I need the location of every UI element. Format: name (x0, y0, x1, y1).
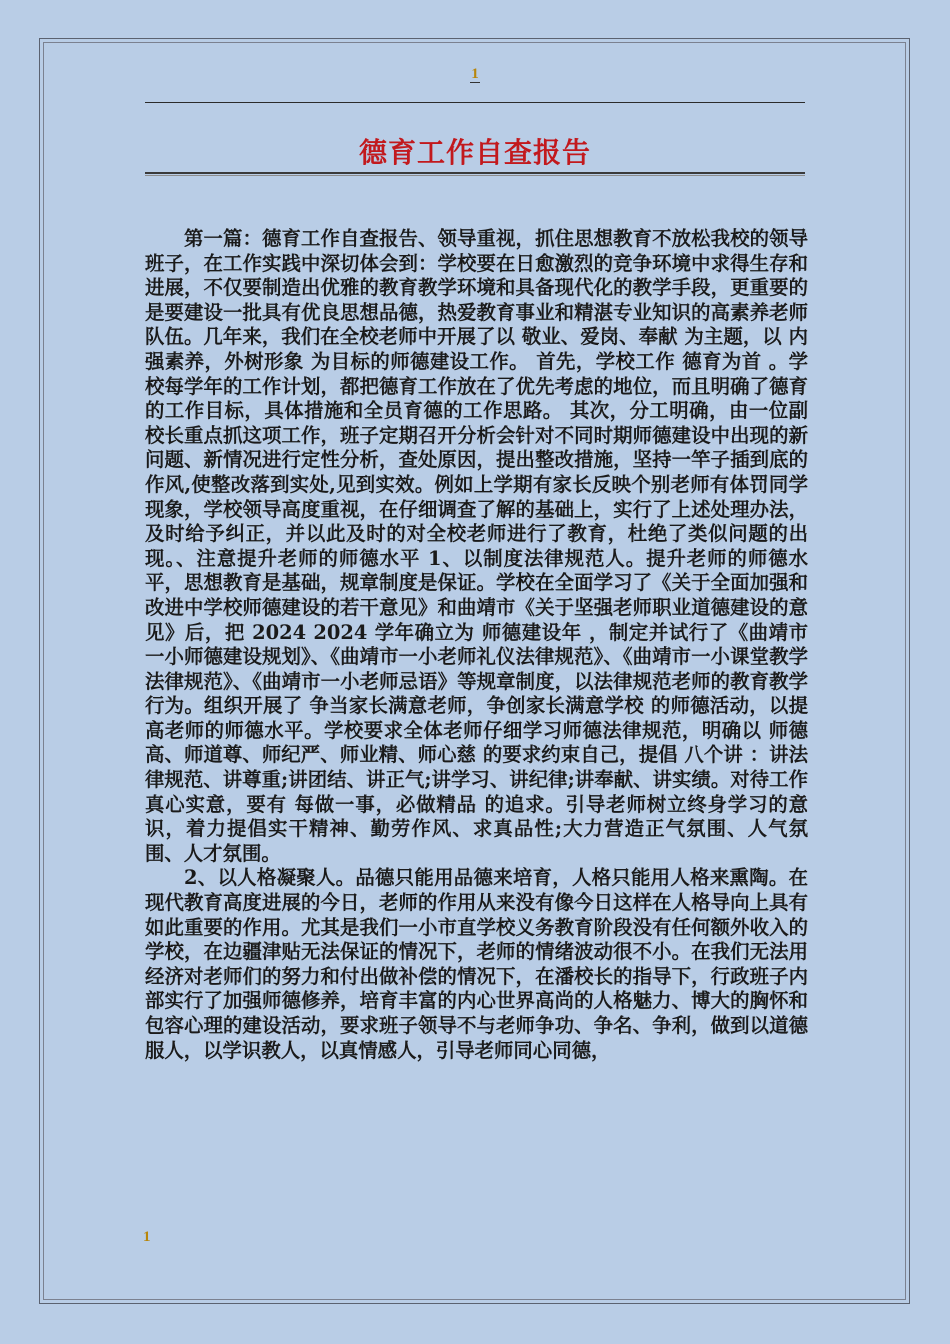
body-paragraph: 第一篇：德育工作自查报告、领导重视，抓住思想教育不放松我校的领导班子，在工作实践中深切体会到：学校要在日愈激烈的竞争环境中求得生存和进展，不仅要制造出优雅的教育教学环境和具备现代化的教学手段，更重要的是要建设一批具有优良思想品德，热爱教育事业和精湛专业知识的高素养老师队伍。几年来，我们在全校老师中开展了以 敬业、爱岗、奉献 为主题，以 内强素养，外树形象 为目标的师德建设工作。 首先，学校工作 德育为首 。学校每学年的工作计划，都把德育工作放在了优先考虑的地位，而且明确了德育的工作目标，具体措施和全员育德的工作思路。 其次，分工明确，由一位副校长重点抓这项工作，班子定期召开分析会针对不同时期师德建设中出现的新问题、新情况进行定性分析，查处原因，提出整改措施，坚持一竿子插到底的作风,使整改落到实处,见到实效。例如上学期有家长反映个别老师有体罚同学现象，学校领导高度重视，在仔细调查了解的基础上，实行了上述处理办法，及时给予纠正，并以此及时的对全校老师进行了教育，杜绝了类似问题的出现。、注意提升老师的师德水平 1、以制度法律规范人。提升老师的师德水平，思想教育是基础，规章制度是保证。学校在全面学习了《关于全面加强和改进中学校师德建设的若干意见》和曲靖市《关于坚强老师职业道德建设的意见》后，把 2024 2024 学年确立为 师德建设年 ，制定并试行了《曲靖市一小师德建设规划》、《曲靖市一小老师礼仪法律规范》、《曲靖市一小课堂教学法律规范》、《曲靖市一小老师忌语》等规章制度，以法律规范老师的教育教学行为。组织开展了 争当家长满意老师，争创家长满意学校 的师德活动，以提高老师的师德水平。学校要求全体老师仔细学习师德法律规范，明确以 师德高、师道尊、师纪严、师业精、师心慈 的要求约束自己，提倡 八个讲 ：讲法律规范、讲尊重;讲团结、讲正气;讲学习、讲纪律;讲奉献、讲实绩。对待工作真心实意，要有 每做一事，必做精品 的追求。引导老师树立终身学习的意识，着力提倡实干精神、勤劳作风、求真品性;大力营造正气氛围、人气氛围、人才氛围。 (145, 227, 808, 865)
header-page-number: 1 (471, 66, 479, 82)
header-divider (145, 102, 805, 103)
title-underline (145, 172, 805, 174)
document-body (145, 227, 808, 1063)
footer-page-number: 1 (143, 1229, 151, 1245)
document-title: 德育工作自查报告 (358, 136, 591, 169)
body-paragraph: 2、以人格凝聚人。品德只能用品德来培育，人格只能用人格来熏陶。在现代教育高度进展的今日，老师的作用从来没有像今日这样在人格导向上具有如此重要的作用。尤其是我们一小市直学校义务教育阶段没有任何额外收入的学校，在边疆津贴无法保证的情况下，老师的情绪波动很不小。在我们无法用经济对老师们的努力和付出做补偿的情况下，在潘校长的指导下，行政班子内部实行了加强师德修养，培育丰富的内心世界高尚的人格魅力、博大的胸怀和包容心理的建设活动，要求班子领导不与老师争功、争名、争利，做到以道德服人，以学识教人，以真情感人，引导老师同心同德， (145, 866, 808, 1062)
title-underline-thin (145, 175, 805, 176)
